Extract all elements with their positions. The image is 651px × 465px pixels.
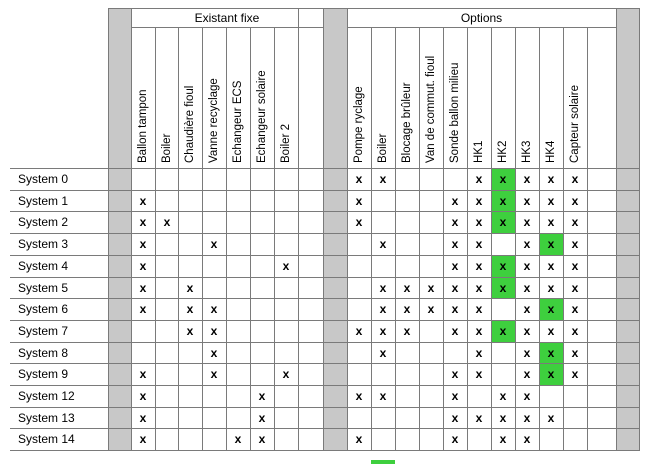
grid-hline-row [10, 407, 640, 408]
cell-mark: x [523, 280, 531, 295]
grid-vline [515, 27, 516, 450]
cell-mark: x [139, 432, 147, 447]
row-label: System 6 [18, 302, 69, 317]
cell-mark: x [139, 280, 147, 295]
gray-separator-column [323, 8, 347, 450]
cell-mark: x [451, 258, 459, 273]
cell-mark: x [475, 410, 483, 425]
cell-mark: x [139, 237, 147, 252]
cell-mark: x [451, 323, 459, 338]
grid-hline-row [10, 298, 640, 299]
grid-hline-row [10, 211, 640, 212]
column-header: Blocage brûleur [401, 82, 413, 163]
grid-hline-row [10, 428, 640, 429]
grid-vline [323, 8, 324, 450]
cell-mark: x [451, 302, 459, 317]
row-label: System 5 [18, 280, 69, 295]
group-title-options: Options [460, 11, 503, 25]
cell-mark: x [499, 193, 507, 208]
grid-hline-row [10, 342, 640, 343]
grid-vline [347, 8, 348, 450]
cell-mark: x [451, 280, 459, 295]
cell-mark: x [523, 237, 531, 252]
cell-mark: x [499, 323, 507, 338]
cell-mark: x [547, 258, 555, 273]
cell-mark: x [547, 367, 555, 382]
cell-mark: x [379, 237, 387, 252]
column-header: Echangeur solaire [256, 70, 268, 163]
cell-mark: x [163, 215, 171, 230]
column-header: Capteur solaire [569, 85, 581, 163]
grid-vline [371, 27, 372, 450]
cell-mark: x [282, 258, 290, 273]
grid-hline-row [10, 320, 640, 321]
cell-mark: x [571, 172, 579, 186]
cell-mark: x [210, 323, 218, 338]
column-header: Van de commut. fioul [425, 55, 437, 163]
row-label: System 2 [18, 215, 69, 230]
row-label: System 0 [18, 172, 69, 186]
cell-mark: x [475, 215, 483, 230]
grid-vline [587, 27, 588, 450]
cell-mark: x [258, 389, 266, 403]
grid-hline-row [10, 190, 640, 191]
row-label: System 1 [18, 193, 69, 208]
cell-mark: x [282, 367, 290, 382]
grid-vline [443, 27, 444, 450]
cell-mark: x [451, 215, 459, 230]
cell-mark: x [475, 172, 483, 186]
cell-mark: x [403, 323, 411, 338]
cell-mark: x [451, 193, 459, 208]
cell-mark: x [523, 323, 531, 338]
column-header: HK1 [473, 140, 485, 163]
cell-mark: x [355, 193, 363, 208]
cell-mark: x [355, 389, 363, 403]
cell-mark: x [186, 280, 194, 295]
cell-mark: x [186, 323, 194, 338]
cell-mark: x [210, 237, 218, 252]
cell-mark: x [499, 410, 507, 425]
column-header: Boiler [161, 133, 173, 163]
cell-mark: x [499, 389, 507, 403]
grid-vline [131, 8, 132, 450]
column-header: Echangeur ECS [232, 80, 244, 163]
cell-mark: x [571, 302, 579, 317]
cell-mark: x [523, 215, 531, 230]
cell-mark: x [499, 280, 507, 295]
cell-mark: x [379, 172, 387, 186]
cell-mark: x [547, 302, 555, 317]
gray-separator-column [108, 8, 131, 450]
cell-mark: x [451, 410, 459, 425]
cell-mark: x [210, 367, 218, 382]
cell-mark: x [475, 302, 483, 317]
gray-separator-column [616, 8, 639, 450]
grid-vline [491, 27, 492, 450]
cell-mark: x [379, 345, 387, 360]
cell-mark: x [355, 215, 363, 230]
grid-hline-title [347, 27, 616, 28]
cell-mark: x [475, 345, 483, 360]
cell-mark: x [523, 258, 531, 273]
cell-mark: x [475, 367, 483, 382]
column-header: Boiler 2 [280, 124, 292, 163]
cell-mark: x [571, 215, 579, 230]
cell-mark: x [139, 258, 147, 273]
cell-mark: x [139, 193, 147, 208]
column-header: HK3 [521, 140, 533, 163]
cell-mark: x [547, 323, 555, 338]
cell-mark: x [355, 323, 363, 338]
cell-mark: x [499, 432, 507, 447]
group-title-existant-fixe: Existant fixe [194, 11, 260, 25]
cell-mark: x [186, 302, 194, 317]
grid-vline [155, 27, 156, 450]
grid-vline [178, 27, 179, 450]
cell-mark: x [523, 410, 531, 425]
grid-vline [639, 8, 640, 450]
cell-mark: x [475, 258, 483, 273]
cell-mark: x [475, 237, 483, 252]
grid-hline-top [108, 8, 640, 9]
row-label: System 12 [18, 389, 75, 403]
cell-mark: x [403, 280, 411, 295]
cell-mark: x [571, 258, 579, 273]
grid-vline [108, 8, 109, 450]
cell-mark: x [499, 172, 507, 186]
grid-vline [395, 27, 396, 450]
cell-mark: x [475, 193, 483, 208]
grid-vline [563, 27, 564, 450]
column-header: HK4 [545, 140, 557, 163]
grid-hline-row [10, 385, 640, 386]
cell-mark: x [571, 367, 579, 382]
cell-mark: x [523, 367, 531, 382]
grid-hline-row [10, 233, 640, 234]
row-label: System 14 [18, 432, 75, 447]
grid-vline [419, 27, 420, 450]
cell-mark: x [451, 237, 459, 252]
cell-mark: x [571, 280, 579, 295]
cell-mark: x [379, 302, 387, 317]
cell-mark: x [547, 280, 555, 295]
row-label: System 7 [18, 323, 69, 338]
cell-mark: x [547, 237, 555, 252]
cell-mark: x [139, 389, 147, 403]
column-header: Sonde ballon milieu [449, 62, 461, 163]
grid-vline [616, 8, 617, 450]
cell-mark: x [451, 389, 459, 403]
row-label: System 9 [18, 367, 69, 382]
cell-mark: x [523, 172, 531, 186]
grid-hline-row [10, 255, 640, 256]
cell-mark: x [379, 323, 387, 338]
grid-hline-title [131, 27, 323, 28]
cell-mark: x [379, 389, 387, 403]
cell-mark: x [139, 302, 147, 317]
grid-hline-row [10, 450, 640, 451]
cell-mark: x [379, 280, 387, 295]
cell-mark: x [547, 172, 555, 186]
cell-mark: x [403, 302, 411, 317]
cell-mark: x [427, 302, 435, 317]
column-header: HK2 [497, 140, 509, 163]
row-label: System 8 [18, 345, 69, 360]
column-header: Vanne recyclage [208, 78, 220, 163]
cell-mark: x [523, 302, 531, 317]
cell-mark: x [355, 172, 363, 186]
cell-mark: x [258, 432, 266, 447]
cell-mark: x [571, 345, 579, 360]
cell-mark: x [571, 193, 579, 208]
grid-vline [202, 27, 203, 450]
cell-mark: x [139, 367, 147, 382]
cell-mark: x [523, 345, 531, 360]
cell-mark: x [475, 280, 483, 295]
cell-mark: x [210, 345, 218, 360]
row-label: System 13 [18, 410, 75, 425]
grid-vline [274, 27, 275, 450]
row-label: System 4 [18, 258, 69, 273]
cell-mark: x [258, 410, 266, 425]
cell-mark: x [234, 432, 242, 447]
cell-mark: x [499, 215, 507, 230]
grid-vline [539, 27, 540, 450]
cell-mark: x [547, 193, 555, 208]
cell-mark: x [547, 215, 555, 230]
grid-hline-row [10, 277, 640, 278]
cell-mark: x [571, 323, 579, 338]
row-label: System 3 [18, 237, 69, 252]
cell-mark: x [547, 345, 555, 360]
cell-mark: x [523, 389, 531, 403]
cell-mark: x [499, 258, 507, 273]
cell-mark: x [523, 432, 531, 447]
grid-vline [250, 27, 251, 450]
column-header: Chaudière fioul [184, 85, 196, 163]
column-header: Boiler [377, 133, 389, 163]
grid-vline [226, 27, 227, 450]
grid-hline-row [10, 363, 640, 364]
cell-mark: x [139, 410, 147, 425]
grid-vline [298, 8, 299, 450]
column-header: Pompe ryclage [353, 86, 365, 163]
cell-mark: x [451, 432, 459, 447]
cell-mark: x [547, 410, 555, 425]
grid-hline-row [10, 168, 640, 169]
cell-mark: x [451, 367, 459, 382]
cell-mark: x [355, 432, 363, 447]
cell-mark: x [427, 280, 435, 295]
grid-vline [467, 27, 468, 450]
cell-mark: x [475, 323, 483, 338]
cell-mark: x [210, 302, 218, 317]
column-header: Ballon tampon [137, 89, 149, 163]
cell-mark: x [523, 193, 531, 208]
cell-mark: x [139, 215, 147, 230]
cell-mark: x [571, 237, 579, 252]
legend-green-swatch [371, 460, 395, 464]
